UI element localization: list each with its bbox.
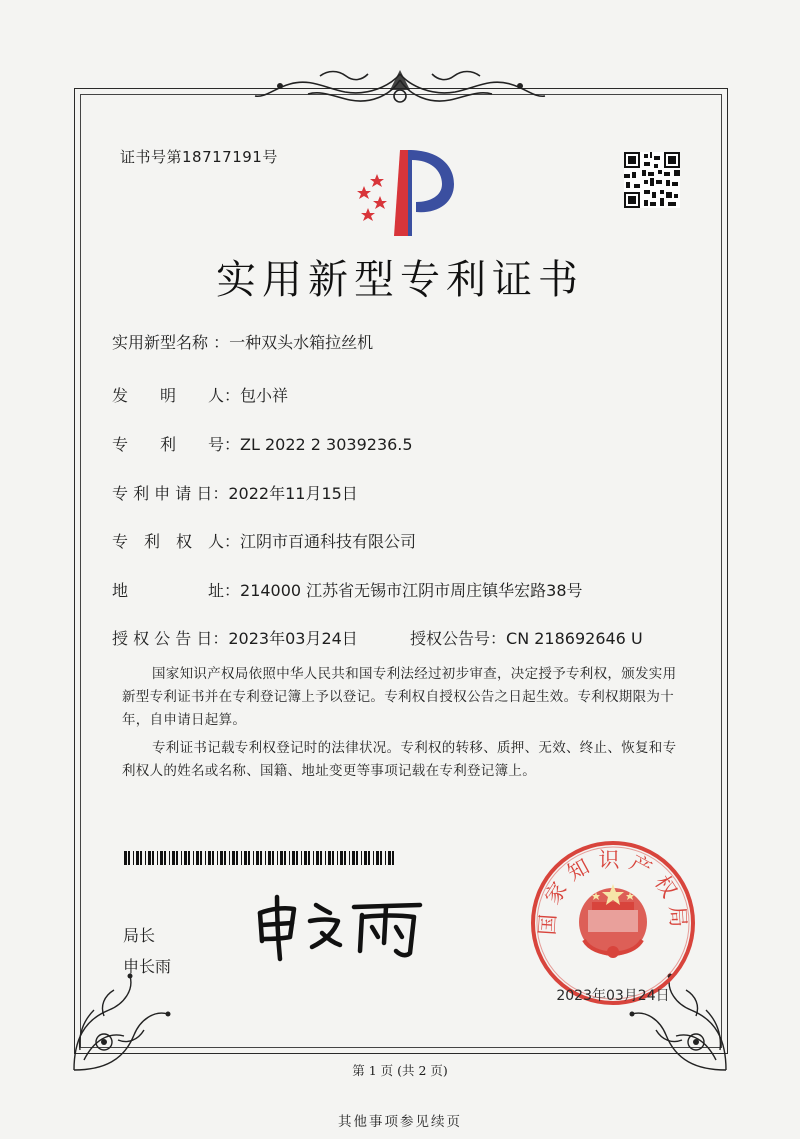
field-address: [112, 578, 583, 601]
qr-code-icon[interactable]: [624, 152, 680, 208]
field-application-date: [112, 481, 358, 504]
field-label: 专 利 申 请 日：: [112, 484, 229, 503]
field-value: 包小祥: [240, 386, 289, 405]
field-label: 专 利 权 人：: [112, 532, 241, 551]
director-name: 申长雨: [123, 957, 172, 976]
top-ornament-icon: [250, 66, 550, 110]
field-grant-date: [112, 626, 358, 649]
field-label: 实用新型名称 ：: [112, 333, 230, 352]
field-inventor: [112, 383, 288, 406]
cnipa-logo-icon: [350, 146, 460, 238]
footer-note: 其他事项参见续页: [338, 1114, 462, 1130]
field-value: 江阴市百通科技有限公司: [240, 532, 417, 551]
director-signature-icon: [250, 893, 430, 963]
field-label: 专 利 号：: [112, 435, 241, 454]
field-label: 授 权 公 告 日：: [112, 629, 229, 648]
field-patent-number: [112, 432, 413, 455]
field-value: 214000 江苏省无锡市江阴市周庄镇华宏路38号: [240, 581, 583, 600]
field-utility-name: [112, 330, 373, 353]
field-patentee: [112, 529, 416, 552]
page-title: 实用新型专利证书: [216, 257, 584, 303]
seal-date: 2023年03月24日: [556, 988, 670, 1004]
field-value: CN 218692646 U: [506, 629, 643, 648]
field-label: 发 明 人：: [112, 386, 241, 405]
seal-text: 国家知识产权局: [535, 847, 691, 936]
barcode-icon: [124, 851, 394, 865]
field-value: 2022年11月15日: [228, 484, 358, 503]
field-value: 一种双头水箱拉丝机: [229, 333, 374, 352]
body-paragraph: 国家知识产权局依照中华人民共和国专利法经过初步审查，决定授予专利权，颁发实用新型专利证书并在专利登记簿上予以登记。专利权自授权公告之日起生效。专利权期限为十年，自申请日起算。: [122, 666, 677, 728]
field-label: 授权公告号：: [410, 629, 507, 648]
certificate-number: 证书号第18717191号: [120, 148, 278, 166]
field-label: 地 址：: [112, 581, 241, 600]
field-grant-number: [410, 626, 643, 649]
field-value: ZL 2022 2 3039236.5: [240, 435, 413, 454]
field-value: 2023年03月24日: [228, 629, 358, 648]
body-paragraph: 专利证书记载专利权登记时的法律状况。专利权的转移、质押、无效、终止、恢复和专利权人的姓名或名称、国籍、地址变更等事项记载在专利登记簿上。: [122, 740, 677, 779]
director-title: 局长: [123, 926, 156, 945]
official-seal-icon: [530, 840, 696, 1006]
page-number: 第 1 页 (共 2 页): [352, 1063, 448, 1078]
